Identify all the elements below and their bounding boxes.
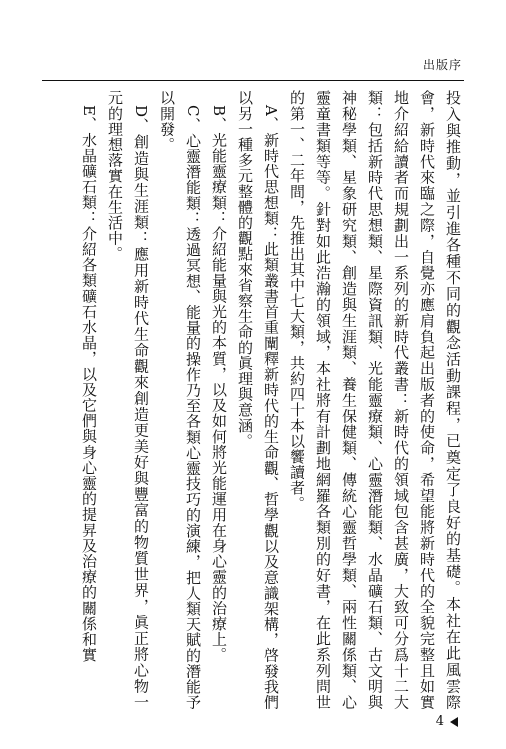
header-divider (42, 80, 464, 81)
category-item-a: A、新時代思想類：此類叢書首重闡釋新時代的生命觀、哲學觀以及意識架構，啓發我們以另一種多元整體的觀點來省察生命的眞理與意涵。 (236, 90, 280, 710)
intro-paragraph: 投入與推動，並引進各種不同的觀念活動課程，已奠定了良好的基礎。本社在此風雲際會，新時代來臨之際，自覺亦應肩負起出版者的使命，希望能將新時代的全貌完整且如實地介紹給讀者而規劃出一系列的新時代叢書：新時代的領域包含甚廣，大致可分爲十二大類：包括新時代思想類、星際資訊類、光能靈療類、心靈潛能類、水晶礦石類、古文明與神秘學類、星象研究類、創造與生涯類、養生保健類、傳統心靈哲學類、兩性關係類、心靈童書類等等。針對如此浩瀚的領域，本社將有計劃地網羅各類別的好書，在此系列問世的第一、二年間，先推出其中七大類，共約四十本以饗讀者。 (288, 90, 462, 710)
category-item-c: C、心靈潛能類：透過冥想、能量的操作乃至各類心靈技巧的演練，把人類天賦的潛能予以開發。 (158, 90, 202, 710)
running-header-title: 出版序 (422, 58, 462, 72)
category-item-b: B、光能靈療類：介紹能量與光的本質，以及如何將光能運用在身心靈的治療上。 (210, 105, 228, 663)
category-item-e: E、水晶礦石類：介紹各類礦石水晶，以及它們與身心靈的提昇及治療的關係和實 (80, 105, 98, 663)
page-number: 4 (435, 714, 444, 729)
page-number-footer (436, 714, 458, 729)
vertical-body-text (76, 90, 466, 710)
category-item-d: D、創造與生涯類：應用新時代生命觀來創造更美好與豐富的物質世界，眞正將心物一元的理想落實在生活中。 (106, 90, 150, 710)
triangle-left-icon (450, 717, 458, 727)
